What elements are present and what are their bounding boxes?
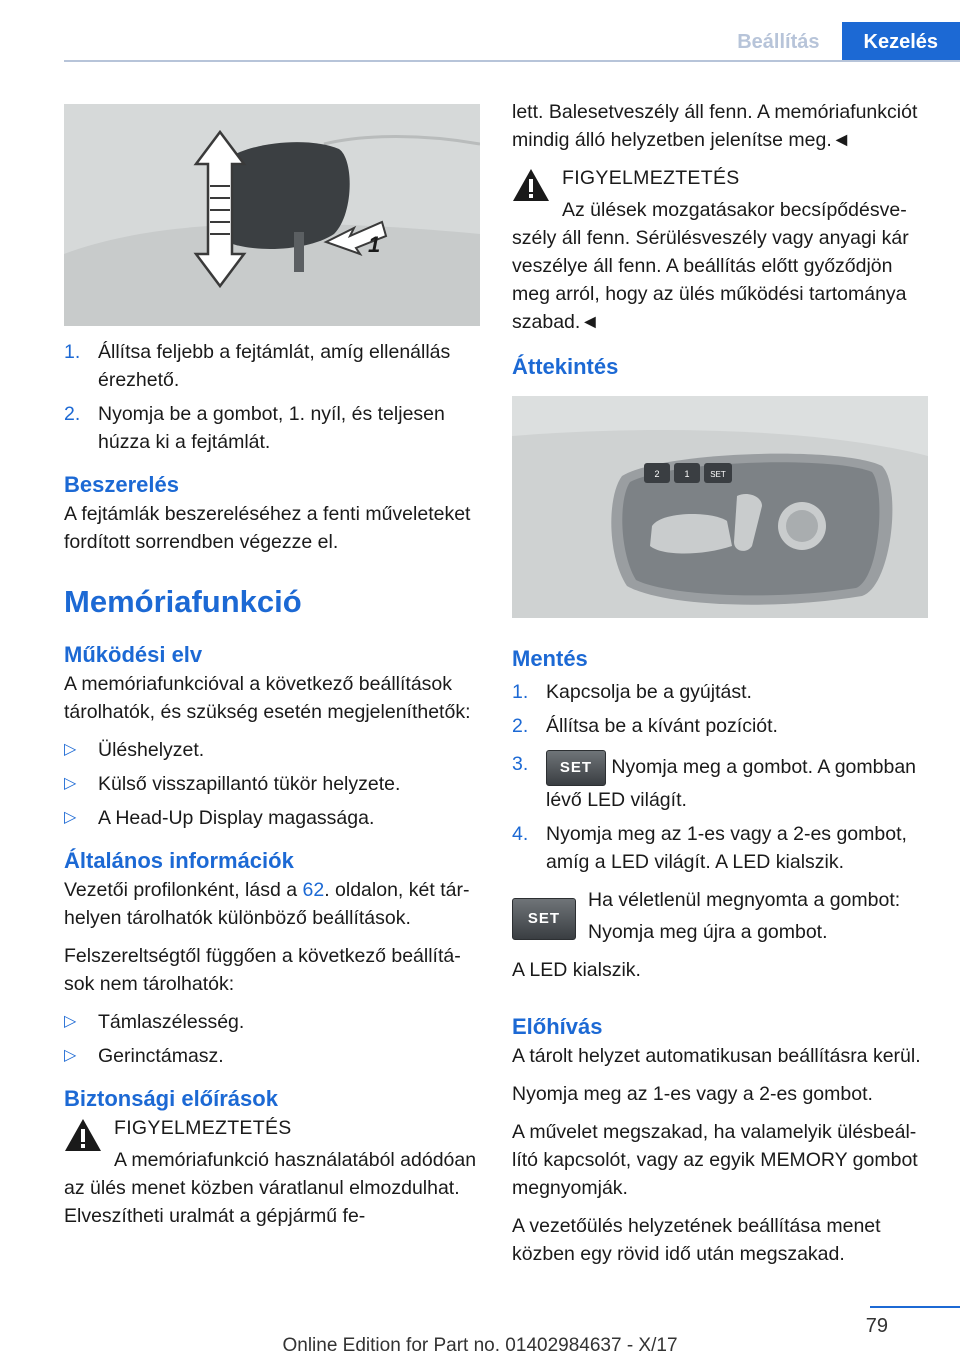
list-item bbox=[64, 1008, 480, 1036]
warning-block bbox=[512, 164, 928, 336]
memory-button-2-label: 2 bbox=[654, 469, 660, 479]
warning-text: Az ülések mozgatásakor becsípődésveszély áll fenn. Sérülésveszély vagy anyagi kár veszélye áll fenn. A beállítás előtt győződjön meg arról, hogy az ülés működési tartománya szabad.◄ bbox=[512, 199, 909, 333]
headrest-figure bbox=[64, 104, 480, 326]
set-button-label: SET bbox=[710, 470, 726, 479]
edition-footer: Online Edition for Part no. 01402984637 - X/17 bbox=[282, 1335, 678, 1356]
step-text: Nyomja meg az 1-es vagy a 2-es gombot, amíg a LED világít. A LED kialszik. bbox=[546, 823, 907, 873]
warning-title: FIGYELMEZTETÉS bbox=[114, 1117, 292, 1139]
triangle-bullet-icon: ▷ bbox=[64, 809, 77, 826]
warning-triangle-icon bbox=[512, 168, 550, 202]
step-number: 3. bbox=[512, 753, 529, 775]
heading-biztonsagi: Biztonsági előírások bbox=[64, 1086, 278, 1111]
elohivas-text-4: A vezetőülés helyzetének beállítása menet közben egy rövid idő után megszakad. bbox=[512, 1215, 881, 1265]
altalanos-text bbox=[64, 876, 480, 932]
bullet-text: Külső visszapillantó tükör helyzete. bbox=[98, 773, 401, 795]
elohivas-text-2: Nyomja meg az 1-es vagy a 2-es gombot. bbox=[512, 1083, 873, 1105]
step-number: 2. bbox=[512, 715, 529, 737]
altalanos-text-pre: Vezetői profilonként, lásd a bbox=[64, 879, 303, 901]
altalanos-text-post: . oldalon, két tárhelyen tárolhatók különböző beállítások. bbox=[64, 879, 470, 929]
bullet-text: Gerinctámasz. bbox=[98, 1045, 224, 1067]
led-text: A LED kialszik. bbox=[512, 959, 641, 981]
list-item bbox=[64, 1042, 480, 1070]
set-button-icon: SET bbox=[512, 898, 576, 940]
step-number: 1. bbox=[512, 681, 529, 703]
list-item bbox=[64, 804, 480, 832]
note-line-1: Ha véletlenül megnyomta a gombot: bbox=[588, 889, 901, 911]
step-text: Állítsa be a kívánt pozíciót. bbox=[546, 715, 778, 737]
warning-triangle-icon bbox=[64, 1118, 102, 1152]
heading-elohivas: Előhívás bbox=[512, 1014, 603, 1039]
beszereles-text: A fejtámlák beszereléséhez a fenti műveleteket fordított sorrendben végezze el. bbox=[64, 503, 471, 553]
warning-block bbox=[64, 1114, 480, 1230]
heading-attekintes: Áttekintés bbox=[512, 354, 619, 379]
memory-bullets bbox=[64, 736, 480, 832]
seat-controls-figure bbox=[512, 396, 928, 618]
removal-steps bbox=[64, 338, 480, 456]
page-link[interactable]: 62 bbox=[302, 879, 325, 901]
tab-kezeles[interactable]: Kezelés bbox=[842, 22, 960, 62]
callout-1: 1 bbox=[368, 232, 381, 257]
elohivas-text-3: A művelet megszakad, ha valamelyik ülésbeállító kapcsolót, vagy az egyik MEMORY gombot megnyomják. bbox=[512, 1121, 918, 1199]
heading-mentes: Mentés bbox=[512, 646, 588, 671]
note-line-2: Nyomja meg újra a gombot. bbox=[588, 921, 828, 943]
list-item bbox=[64, 736, 480, 764]
step-text: Nyomja meg a gombot. A gombban lévő LED világít. bbox=[546, 756, 917, 811]
right-column bbox=[512, 101, 928, 1278]
continued-text: lett. Balesetveszély áll fenn. A memóriafunkciót mindig álló helyzetben jelenítse meg.◄ bbox=[512, 101, 918, 151]
footer-rule bbox=[870, 1306, 960, 1308]
page-number: 79 bbox=[865, 1315, 888, 1337]
triangle-bullet-icon: ▷ bbox=[64, 775, 77, 792]
list-item bbox=[64, 770, 480, 798]
list-item bbox=[64, 400, 480, 456]
header-tabs bbox=[715, 22, 960, 62]
left-column bbox=[64, 104, 480, 1240]
list-item bbox=[512, 678, 928, 706]
not-stored-bullets bbox=[64, 1008, 480, 1070]
bullet-text: Üléshelyzet. bbox=[98, 739, 205, 761]
step-text: Kapcsolja be a gyújtást. bbox=[546, 681, 752, 703]
list-item bbox=[512, 820, 928, 876]
headrest-illustration bbox=[64, 104, 480, 326]
set-button-icon: SET bbox=[546, 750, 606, 786]
elohivas-text-1: A tárolt helyzet automatikusan beállításra kerül. bbox=[512, 1045, 921, 1067]
heading-altalanos: Általános információk bbox=[64, 848, 294, 873]
warning-title: FIGYELMEZTETÉS bbox=[562, 167, 740, 189]
save-steps bbox=[512, 678, 928, 876]
mukodesi-text: A memóriafunkcióval a következő beállítások tárolhatók, és szükség esetén megjeleníthetők: bbox=[64, 673, 471, 723]
note-block bbox=[512, 886, 928, 956]
header-rule bbox=[64, 60, 960, 62]
triangle-bullet-icon: ▷ bbox=[64, 1013, 77, 1030]
felszereltseg-text: Felszereltségtől függően a következő beállítások nem tárolhatók: bbox=[64, 945, 461, 995]
list-item bbox=[64, 338, 480, 394]
step-number: 2. bbox=[64, 403, 81, 425]
heading-mukodesi-elv: Működési elv bbox=[64, 642, 203, 667]
list-item bbox=[512, 712, 928, 740]
triangle-bullet-icon: ▷ bbox=[64, 1047, 77, 1064]
bullet-text: A Head-Up Display magassága. bbox=[98, 807, 375, 829]
step-number: 1. bbox=[64, 341, 81, 363]
seat-controls-illustration bbox=[512, 396, 928, 618]
memory-button-1-label: 1 bbox=[684, 469, 690, 479]
tab-beallitas[interactable]: Beállítás bbox=[715, 22, 841, 62]
triangle-bullet-icon: ▷ bbox=[64, 741, 77, 758]
step-text: Állítsa feljebb a fejtámlát, amíg ellenállás érezhető. bbox=[98, 341, 451, 391]
warning-text: A memóriafunkció használatából adódóan az ülés menet közben váratlanul elmozdulhat. Elveszítheti uralmát a gépjármű fe- bbox=[64, 1149, 477, 1227]
bullet-text: Támlaszélesség. bbox=[98, 1011, 245, 1033]
heading-beszereles: Beszerelés bbox=[64, 472, 179, 497]
heading-memoriafunkcio: Memóriafunkció bbox=[64, 584, 302, 619]
list-item bbox=[512, 750, 928, 814]
step-text: Nyomja be a gombot, 1. nyíl, és teljesen húzza ki a fejtámlát. bbox=[98, 403, 445, 453]
step-number: 4. bbox=[512, 823, 529, 845]
